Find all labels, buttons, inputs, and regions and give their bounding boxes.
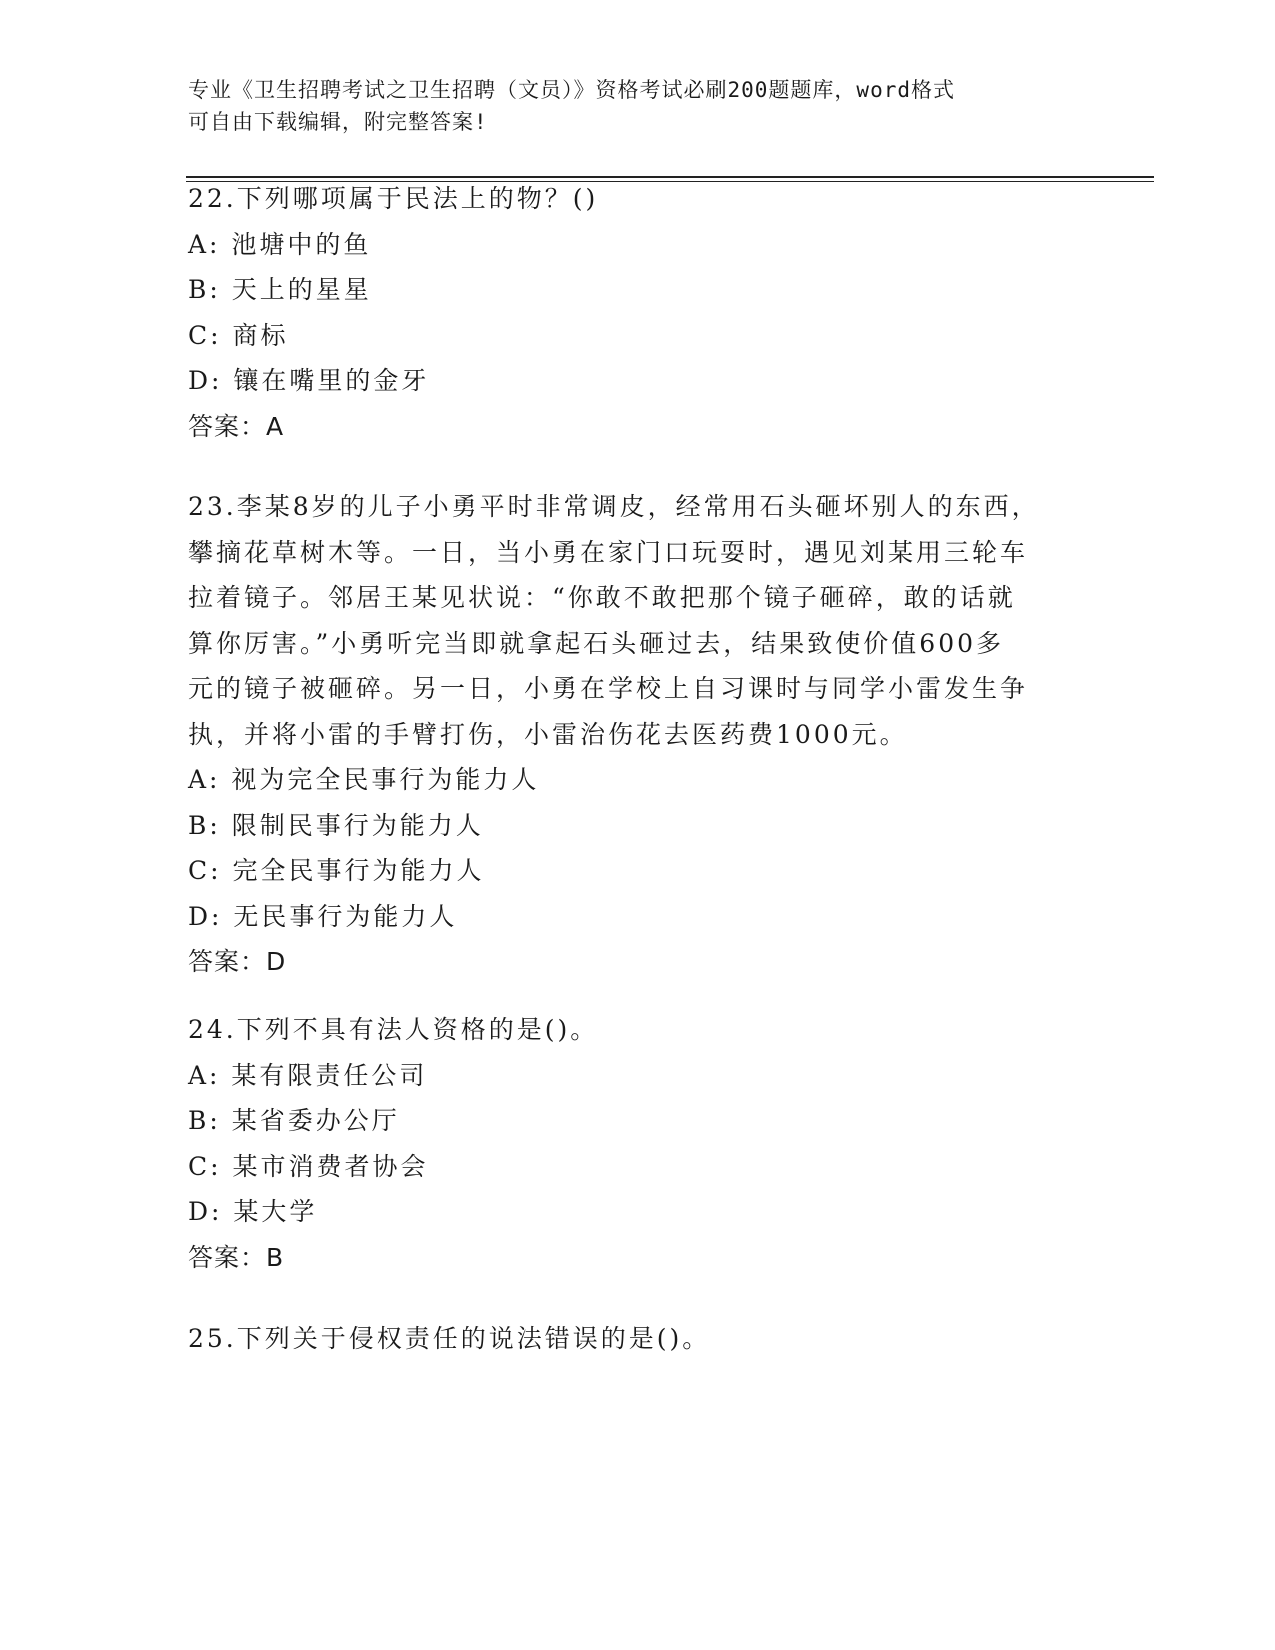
question-stem-line: 拉着镜子。邻居王某见状说：“你敢不敢把那个镜子砸碎，敢的话就 [188,583,1016,612]
option-b: B: 限制民事行为能力人 [188,810,484,840]
question-stem-line: 算你厉害。”小勇听完当即就拿起石头砸过去，结果致使价值600多 [188,628,1005,658]
document-header [188,74,1068,138]
option-c: C: 完全民事行为能力人 [188,856,485,885]
header-line-1: 专业《卫生招聘考试之卫生招聘（文员）》资格考试必刷200题题库，word格式 [188,78,955,102]
header-line-2: 可自由下载编辑，附完整答案! [188,110,488,134]
question-23 [188,484,1068,985]
option-b: B: 天上的星星 [188,275,372,304]
question-stem-line: 执，并将小雷的手臂打伤，小雷治伤花去医药费1000元。 [188,719,908,749]
question-stem-line: 23.李某8岁的儿子小勇平时非常调皮，经常用石头砸坏别人的东西， [188,492,1040,521]
question-stem: 22.下列哪项属于民法上的物？() [188,184,599,213]
option-a: A: 视为完全民事行为能力人 [188,765,540,794]
option-d: D: 镶在嘴里的金牙 [188,366,430,395]
option-a: A: 某有限责任公司 [188,1060,428,1090]
question-stem: 25.下列关于侵权责任的说法错误的是()。 [188,1324,711,1353]
question-22 [188,176,1068,449]
question-24 [188,1007,1068,1280]
option-b: B: 某省委办公厅 [188,1106,400,1135]
answer-label: 答案：D [188,947,287,976]
answer-label: 答案：B [188,1242,285,1272]
question-stem-line: 元的镜子被砸碎。另一日，小勇在学校上自习课时与同学小雷发生争 [188,674,1029,703]
question-25 [188,1316,1068,1362]
option-c: C: 商标 [188,320,289,350]
option-c: C: 某市消费者协会 [188,1151,429,1181]
option-d: D: 无民事行为能力人 [188,901,458,931]
answer-label: 答案：A [188,411,285,441]
question-stem-line: 攀摘花草树木等。一日，当小勇在家门口玩耍时，遇见刘某用三轮车 [188,537,1029,567]
question-stem: 24.下列不具有法人资格的是()。 [188,1015,599,1044]
option-d: D: 某大学 [188,1197,318,1226]
option-a: A: 池塘中的鱼 [188,229,372,259]
